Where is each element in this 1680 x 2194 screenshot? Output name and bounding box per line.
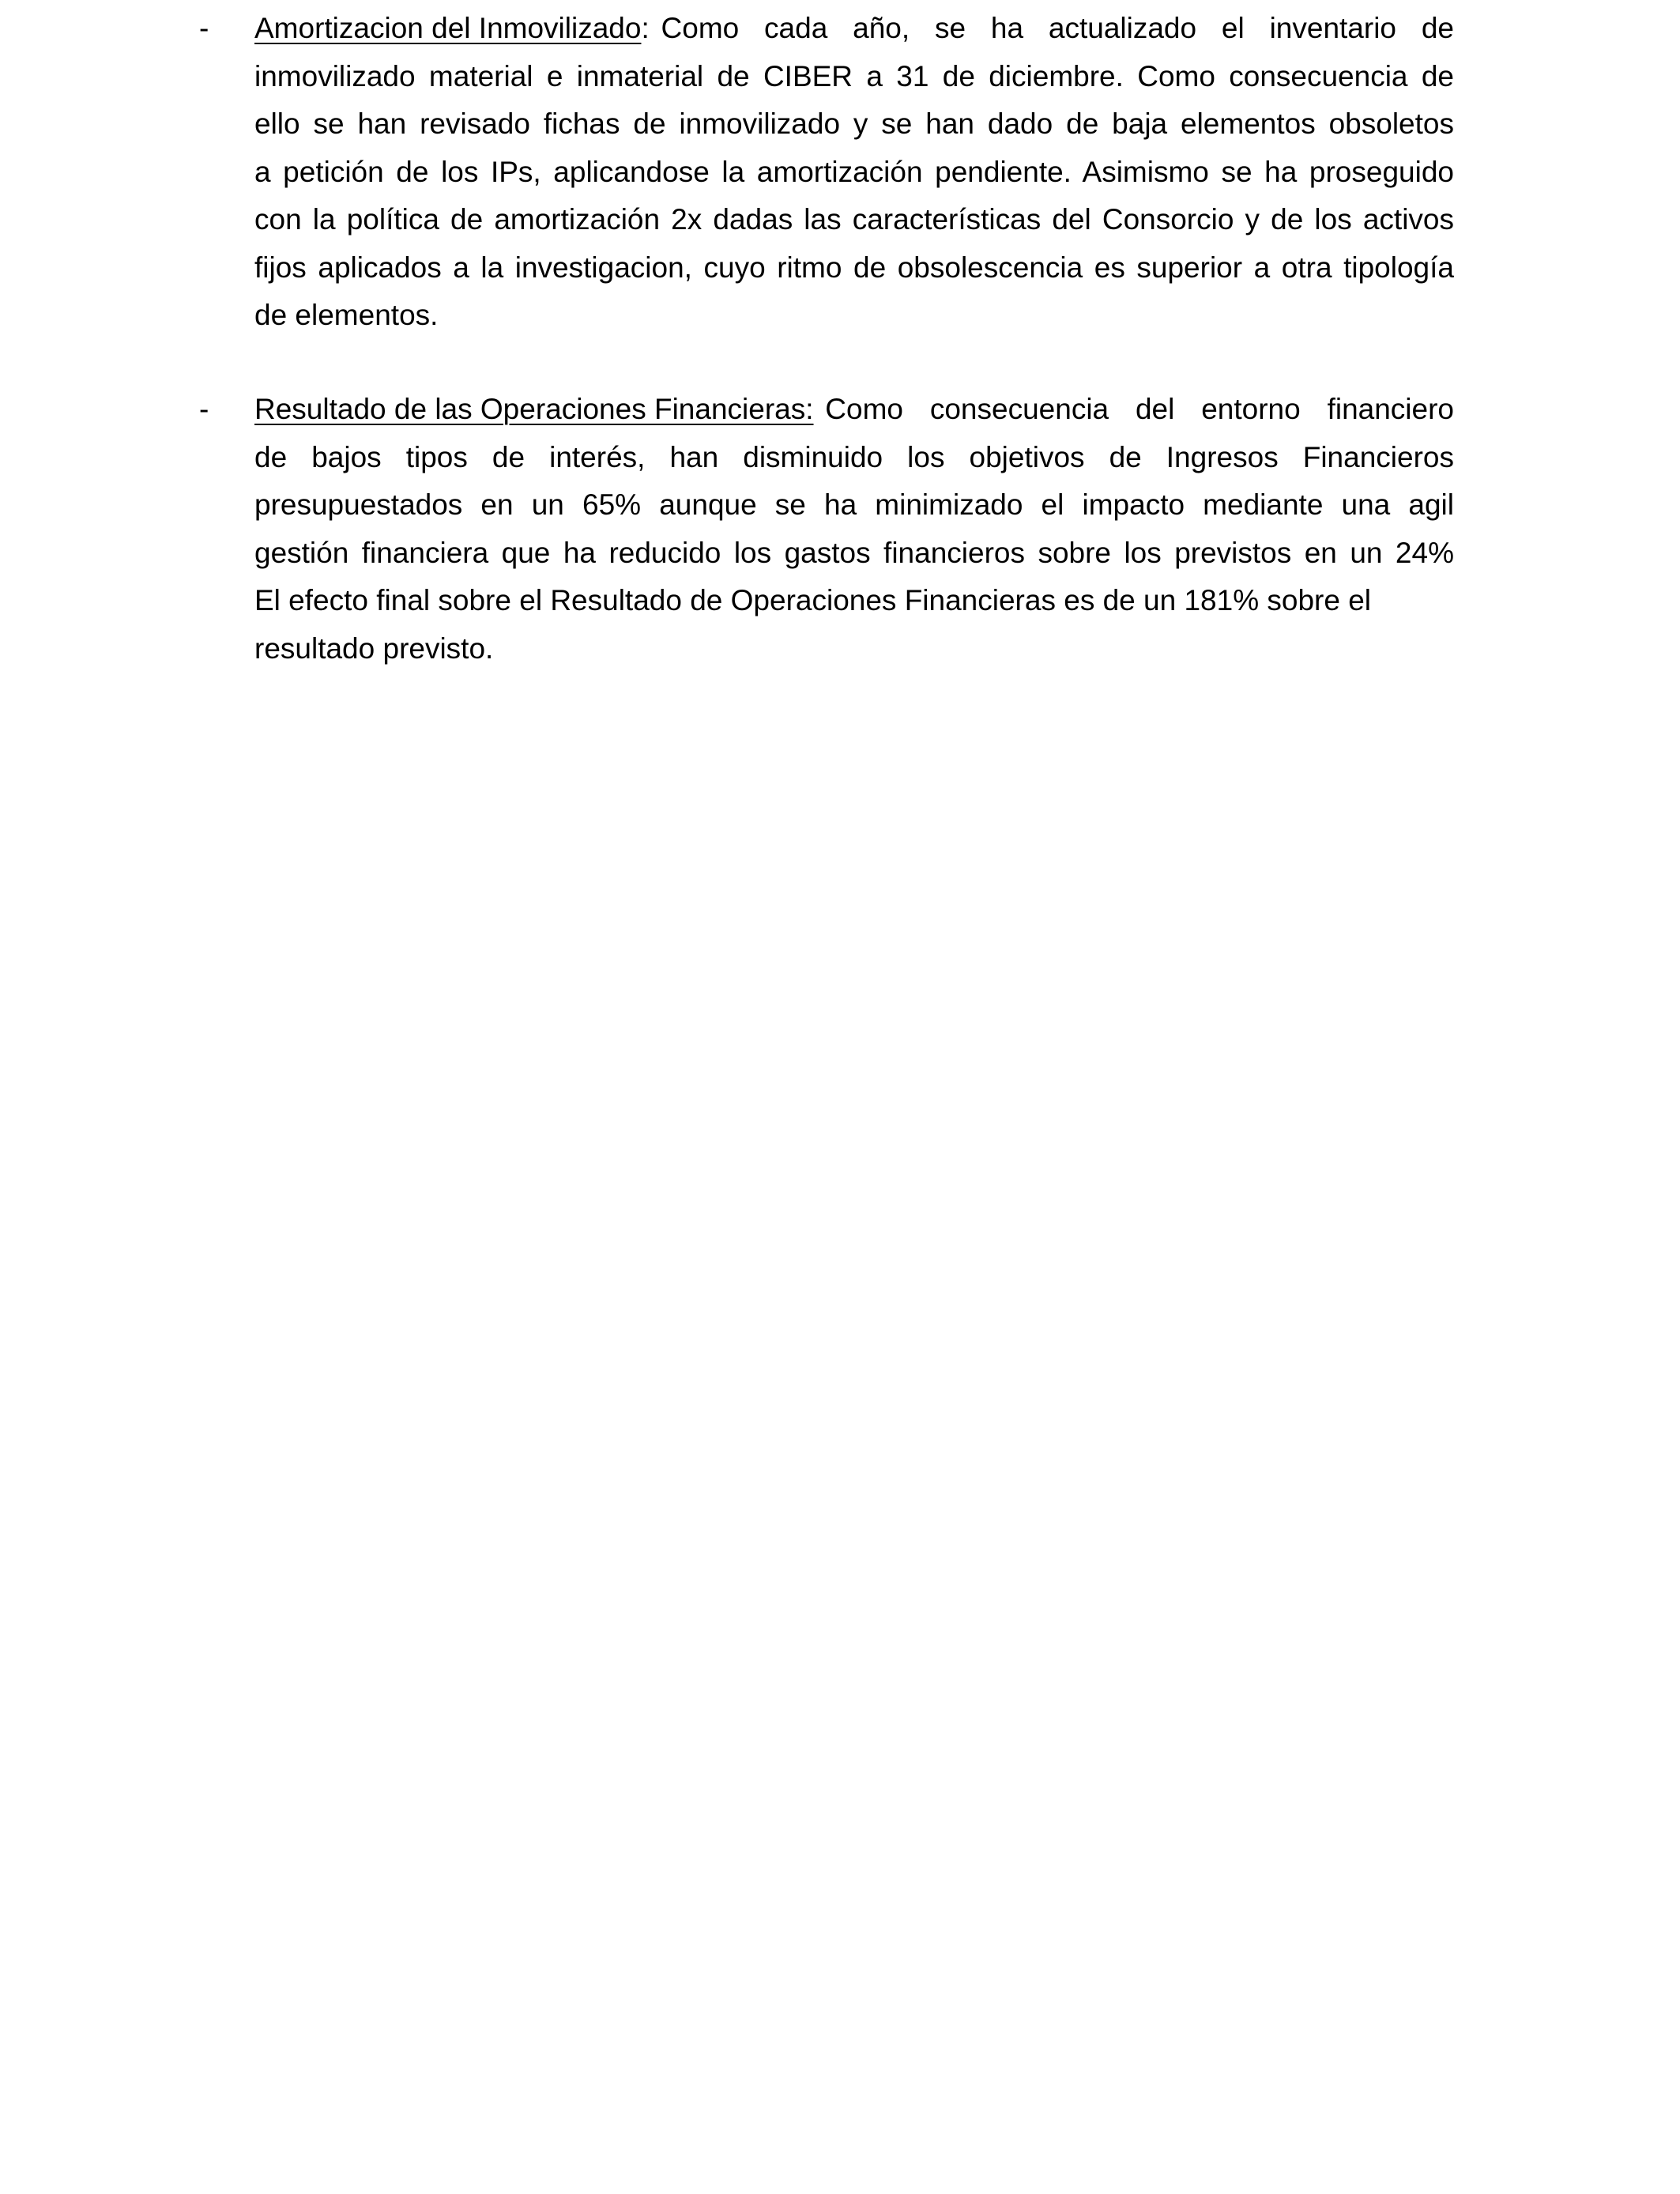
paragraph-line: presupuestados en un 65% aunque se ha minimizado el impacto mediante una agil <box>254 488 1454 521</box>
heading-wrap <box>254 5 650 53</box>
paragraph-line: fijos aplicados a la investigacion, cuyo ritmo de obsolescencia es superior a otra tipología <box>254 251 1454 284</box>
paragraph-amortizacion <box>254 5 1454 340</box>
paragraph-line: con la política de amortización 2x dadas las características del Consorcio y de los activos <box>254 203 1454 236</box>
paragraph-first-line <box>254 5 1454 53</box>
heading-punct: : <box>641 12 650 44</box>
paragraph-line: de bajos tipos de interés, han disminuido los objetivos de Ingresos Financieros <box>254 440 1454 473</box>
first-line-rest: Como cada año, se ha actualizado el inventario de <box>661 12 1454 44</box>
paragraph-line: ello se han revisado fichas de inmovilizado y se han dado de baja elementos obsoletos <box>254 107 1454 140</box>
heading-wrap <box>254 386 814 434</box>
paragraph-first-line <box>254 386 1454 434</box>
heading-amortizacion: Amortizacion del Inmovilizado <box>254 12 642 44</box>
heading-resultado-financiero: Resultado de las Operaciones Financieras: <box>254 393 814 425</box>
paragraph-line: de elementos. <box>254 299 439 331</box>
first-line-rest: Como consecuencia del entorno financiero <box>825 393 1454 425</box>
bullet-dash: - <box>199 12 209 44</box>
paragraph-resultado-financiero <box>254 386 1454 673</box>
paragraph-line: El efecto final sobre el Resultado de Operaciones Financieras es de un 181% sobre el <box>254 584 1372 616</box>
paragraph-line: a petición de los IPs, aplicandose la amortización pendiente. Asimismo se ha proseguido <box>254 155 1454 188</box>
paragraph-line: gestión financiera que ha reducido los gastos financieros sobre los previstos en un 24% <box>254 536 1454 569</box>
paragraph-line: resultado previsto. <box>254 631 494 665</box>
bullet-dash: - <box>199 393 209 425</box>
paragraph-line: inmovilizado material e inmaterial de CIBER a 31 de diciembre. Como consecuencia de <box>254 59 1454 92</box>
